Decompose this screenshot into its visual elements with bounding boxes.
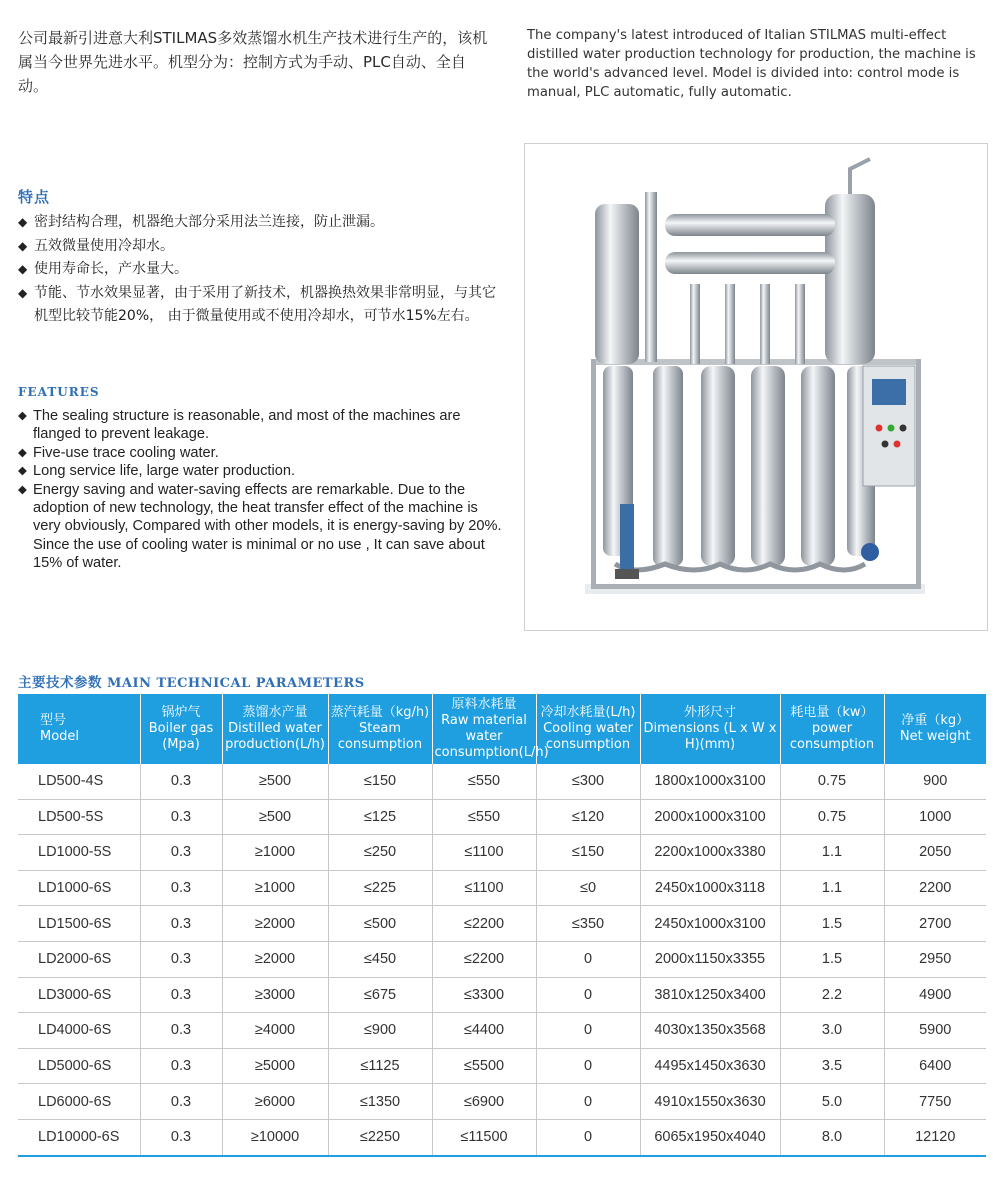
col-header (222, 694, 328, 764)
feature-cn-item: ◆ 节能、节水效果显著，由于采用了新技术，机器换热效果非常明显，与其它机型比较节能20%， 由于微量使用或不使用冷却水，可节水15%左右。 (18, 282, 508, 329)
col-header (536, 694, 640, 764)
feature-en-item: ◆ The sealing structure is reasonable, and most of the machines are flanged to prevent leakage. (18, 407, 503, 444)
table-cell: ≥2000 (222, 941, 328, 977)
table-cell: ≤500 (328, 906, 432, 942)
params-title-en: MAIN TECHNICAL PARAMETERS (107, 676, 365, 691)
table-row (18, 870, 986, 906)
col-header-en: Cooling water consumption (543, 721, 633, 752)
table-cell: ≤250 (328, 835, 432, 871)
table-cell: ≥2000 (222, 906, 328, 942)
table-cell: 0 (536, 1048, 640, 1084)
feature-en-item: ◆ Energy saving and water-saving effects are remarkable. Due to the adoption of new technology, the heat transfer effect of the machine is very obviously, Compared with other models, it is energy-saving by 20%. Since the use of cooling water is minimal or no use , It can save about 15% of water. (18, 481, 503, 573)
table-cell: ≥1000 (222, 870, 328, 906)
table-cell: 0.3 (140, 799, 222, 835)
feature-en-item: ◆ Long service life, large water production. (18, 462, 503, 480)
table-cell: 6400 (884, 1048, 986, 1084)
table-cell: ≤1125 (328, 1048, 432, 1084)
table-cell: 5.0 (780, 1084, 884, 1120)
table-cell: 0 (536, 1119, 640, 1155)
table-cell: 5900 (884, 1013, 986, 1049)
col-header (884, 694, 986, 764)
table-cell: 2000x1150x3355 (640, 941, 780, 977)
params-table-container (18, 694, 986, 1157)
table-cell: 3.5 (780, 1048, 884, 1084)
col-header (432, 694, 549, 764)
col-header (328, 694, 432, 764)
table-cell: 0.3 (140, 977, 222, 1013)
table-cell: LD1000-5S (18, 835, 140, 871)
table-cell: 8.0 (780, 1119, 884, 1155)
col-header-cn: 原料水耗量 (451, 697, 517, 712)
table-cell: 1.5 (780, 941, 884, 977)
table-cell: ≤125 (328, 799, 432, 835)
table-cell: ≥5000 (222, 1048, 328, 1084)
col-header (18, 694, 140, 764)
feature-cn-item: ◆ 使用寿命长，产水量大。 (18, 258, 508, 282)
table-cell: 2.2 (780, 977, 884, 1013)
table-cell: 0.3 (140, 1048, 222, 1084)
table-cell: LD2000-6S (18, 941, 140, 977)
table-cell: 1000 (884, 799, 986, 835)
table-cell: 0.3 (140, 835, 222, 871)
table-cell: 4900 (884, 977, 986, 1013)
table-cell: ≤6900 (432, 1084, 536, 1120)
table-cell: ≤1350 (328, 1084, 432, 1120)
table-cell: LD500-5S (18, 799, 140, 835)
table-cell: ≤2200 (432, 941, 536, 977)
table-cell: 4910x1550x3630 (640, 1084, 780, 1120)
table-cell: ≤350 (536, 906, 640, 942)
col-header-en: Boiler gas (Mpa) (148, 721, 214, 752)
table-cell: 2450x1000x3100 (640, 906, 780, 942)
table-cell: 4495x1450x3630 (640, 1048, 780, 1084)
table-cell: 2200x1000x3380 (640, 835, 780, 871)
features-cn-title: 特点 (18, 188, 51, 206)
table-cell: 0.3 (140, 906, 222, 942)
col-header-en: power consumption (789, 721, 875, 752)
table-row (18, 1013, 986, 1049)
table-cell: LD5000-6S (18, 1048, 140, 1084)
table-row (18, 1048, 986, 1084)
table-cell: ≥10000 (222, 1119, 328, 1155)
table-cell: 2950 (884, 941, 986, 977)
features-en-list (18, 407, 503, 573)
col-header-cn: 型号 (40, 713, 67, 728)
table-cell: ≤120 (536, 799, 640, 835)
table-cell: ≤4400 (432, 1013, 536, 1049)
table-row (18, 799, 986, 835)
table-row (18, 941, 986, 977)
table-cell: 2050 (884, 835, 986, 871)
table-cell: ≤900 (328, 1013, 432, 1049)
col-header-en: Model (40, 729, 80, 744)
col-header-cn: 蒸馏水产量 (242, 705, 308, 720)
table-row (18, 906, 986, 942)
distilled-water-machine-illustration (525, 144, 987, 630)
params-table-body (18, 764, 986, 1156)
table-cell: ≤11500 (432, 1119, 536, 1155)
table-cell: LD1500-6S (18, 906, 140, 942)
table-cell: LD10000-6S (18, 1119, 140, 1155)
col-header-cn: 冷却水耗量(L/h) (540, 705, 636, 720)
table-cell: ≤5500 (432, 1048, 536, 1084)
table-cell: 0 (536, 1013, 640, 1049)
table-cell: ≤1100 (432, 835, 536, 871)
table-row (18, 977, 986, 1013)
table-cell: LD4000-6S (18, 1013, 140, 1049)
col-header (640, 694, 780, 764)
table-row (18, 1084, 986, 1120)
col-header-cn: 锅炉气 (161, 705, 201, 720)
table-cell: 0.3 (140, 1119, 222, 1155)
col-header-en: Dimensions (L x W x H)(mm) (643, 721, 777, 752)
table-cell: ≤300 (536, 764, 640, 799)
feature-cn-item: ◆ 五效微量使用冷却水。 (18, 235, 508, 259)
table-cell: 3.0 (780, 1013, 884, 1049)
table-cell: 0.75 (780, 799, 884, 835)
table-cell: 4030x1350x3568 (640, 1013, 780, 1049)
col-header-cn: 蒸汽耗量（kg/h) (330, 705, 430, 720)
intro-chinese: 公司最新引进意大利STILMAS多效蒸馏水机生产技术进行生产的，该机属当今世界先进水平。机型分为：控制方式为手动、PLC自动、全自动。 (18, 29, 488, 95)
table-cell: ≥1000 (222, 835, 328, 871)
table-cell: 0 (536, 941, 640, 977)
table-cell: ≥500 (222, 764, 328, 799)
intro-english: The company's latest introduced of Italian STILMAS multi-effect distilled water production technology for production, the machine is the world's advanced level. Model is divided into: control mode is manual, PLC automatic, fully automatic. (527, 28, 976, 100)
params-title (18, 671, 365, 691)
table-cell: 2450x1000x3118 (640, 870, 780, 906)
machine-photo (524, 143, 988, 631)
table-row (18, 764, 986, 799)
col-header-en: Distilled water production(L/h) (225, 721, 325, 752)
table-cell: 0.3 (140, 941, 222, 977)
table-cell: 1.5 (780, 906, 884, 942)
table-cell: ≤150 (328, 764, 432, 799)
col-header-en: Steam consumption (337, 721, 423, 752)
col-header-cn: 净重（kg） (901, 713, 970, 728)
table-cell: 0.3 (140, 764, 222, 799)
table-cell: ≥3000 (222, 977, 328, 1013)
table-cell: LD3000-6S (18, 977, 140, 1013)
table-cell: ≤550 (432, 764, 536, 799)
table-cell: 2000x1000x3100 (640, 799, 780, 835)
table-cell: ≥4000 (222, 1013, 328, 1049)
features-cn-list (18, 211, 508, 329)
table-cell: LD6000-6S (18, 1084, 140, 1120)
table-cell: ≤1100 (432, 870, 536, 906)
table-cell: 1800x1000x3100 (640, 764, 780, 799)
table-cell: 2200 (884, 870, 986, 906)
table-cell: ≥500 (222, 799, 328, 835)
table-cell: LD1000-6S (18, 870, 140, 906)
table-cell: ≤150 (536, 835, 640, 871)
table-cell: 6065x1950x4040 (640, 1119, 780, 1155)
col-header-en: Net weight (899, 729, 971, 744)
table-cell: 2700 (884, 906, 986, 942)
col-header (140, 694, 222, 764)
col-header-cn: 耗电量（kw） (790, 705, 874, 720)
table-cell: 0.75 (780, 764, 884, 799)
table-cell: ≤2250 (328, 1119, 432, 1155)
table-cell: ≤675 (328, 977, 432, 1013)
table-cell: 900 (884, 764, 986, 799)
table-cell: 0.3 (140, 870, 222, 906)
table-cell: ≤550 (432, 799, 536, 835)
table-cell: 1.1 (780, 870, 884, 906)
table-cell: ≤0 (536, 870, 640, 906)
table-cell: ≤450 (328, 941, 432, 977)
table-cell: 12120 (884, 1119, 986, 1155)
table-row (18, 1119, 986, 1155)
table-cell: LD500-4S (18, 764, 140, 799)
features-en-title: FEATURES (18, 385, 100, 399)
table-cell: 3810x1250x3400 (640, 977, 780, 1013)
table-cell: ≤225 (328, 870, 432, 906)
table-cell: 0 (536, 1084, 640, 1120)
table-cell: ≥6000 (222, 1084, 328, 1120)
col-header (780, 694, 884, 764)
table-cell: 7750 (884, 1084, 986, 1120)
table-row (18, 835, 986, 871)
table-cell: 0.3 (140, 1013, 222, 1049)
feature-cn-item: ◆ 密封结构合理，机器绝大部分采用法兰连接，防止泄漏。 (18, 211, 508, 235)
params-title-cn: 主要技术参数 (18, 675, 102, 691)
params-table (18, 694, 986, 1157)
table-cell: 0 (536, 977, 640, 1013)
table-cell: 1.1 (780, 835, 884, 871)
feature-en-item: ◆ Five-use trace cooling water. (18, 444, 503, 462)
col-header-en: Raw material water consumption(L/h) (434, 713, 549, 760)
table-cell: ≤2200 (432, 906, 536, 942)
table-cell: ≤3300 (432, 977, 536, 1013)
table-cell: 0.3 (140, 1084, 222, 1120)
params-header-row (18, 694, 986, 764)
col-header-cn: 外形尺寸 (683, 705, 736, 720)
